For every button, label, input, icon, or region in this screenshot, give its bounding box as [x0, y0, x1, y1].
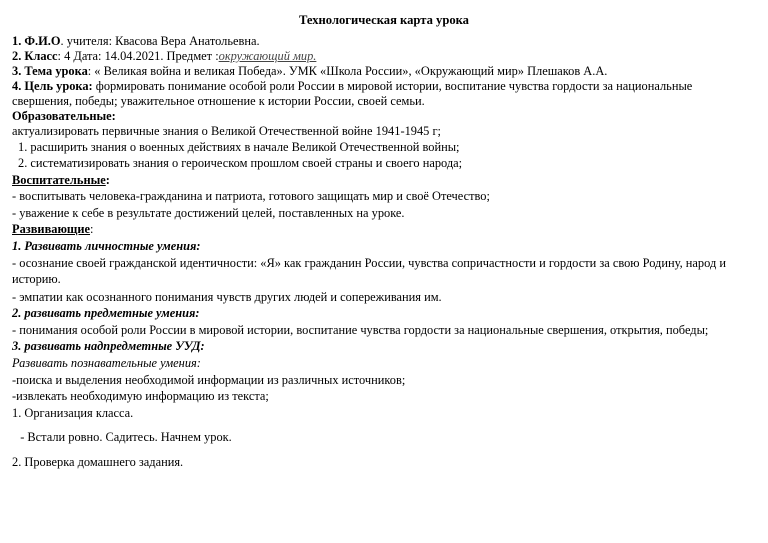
edu-intro: актуализировать первичные знания о Великой Отечественной войне 1941-1945 г; — [12, 124, 441, 138]
class-label: 2. Класс — [12, 49, 58, 63]
fio-label: 1. Ф.И.О — [12, 34, 61, 48]
topic-text: : « Великая война и великая Победа». УМК «Школа России», «Окружающий мир» Плешаков А.А. — [87, 64, 608, 78]
stage-2: 2. Проверка домашнего задания. — [12, 455, 184, 469]
vosp-item-2: - уважение к себе в результате достижений целей, поставленных на уроке. — [12, 206, 405, 220]
page-title: Технологическая карта урока — [299, 13, 469, 27]
razv-line-4: -поиска и выделения необходимой информации из различных источников; — [12, 373, 406, 387]
edu-heading: Образовательные: — [12, 109, 116, 123]
edu-item-1: 1. расширить знания о военных действиях в начале Великой Отечественной войны; — [18, 140, 460, 154]
topic-line — [12, 64, 758, 79]
stage-1: 1. Организация класса. — [12, 406, 134, 420]
razv-colon: : — [90, 222, 94, 236]
razv-line-5: -извлекать необходимую информацию из текста; — [12, 389, 269, 403]
vosp-item-1: - воспитывать человека-гражданина и патриота, готового защищать мир и своё Отечество; — [12, 189, 490, 203]
razv-line-1a: - осознание своей гражданской идентичности: «Я» как гражданин России, чувства сопричастности и гордости за свою Родину, народ и — [12, 256, 726, 270]
goal-line — [12, 79, 758, 94]
razv-subheading-3: 3. развивать надпредметные УУД: — [12, 339, 205, 353]
class-line — [12, 49, 758, 64]
razv-subheading-2: 2. развивать предметные умения: — [12, 306, 200, 320]
goal-text: формировать понимание особой роли России в мировой истории, воспитание чувства гордости за национальные — [92, 79, 693, 93]
razv-heading: Развивающие — [12, 222, 91, 236]
vosp-colon: : — [105, 173, 110, 187]
razv-line-2: - эмпатии как осознанного понимания чувств других людей и сопереживания им. — [12, 290, 442, 304]
subject-value: окружающий мир. — [218, 49, 317, 63]
razv-subheading-1: 1. Развивать личностные умения: — [12, 239, 201, 253]
vosp-heading-line — [12, 173, 758, 188]
razv-line-3: - понимания особой роли России в мировой истории, воспитание чувства гордости за национальные свершения, открытия, победы; — [12, 323, 709, 337]
goal-line-2: свершения, победы; уважительное отношение к истории России, своей семьи. — [12, 94, 425, 108]
fio-text: . учителя: Квасова Вера Анатольевна. — [60, 34, 260, 48]
fio-line — [12, 34, 758, 49]
edu-item-2: 2. систематизировать знания о героическом прошлом своей страны и своего народа; — [18, 156, 463, 170]
razv-heading-line — [12, 222, 758, 237]
razv-line-1b: историю. — [12, 272, 61, 286]
vosp-heading: Воспитательные — [12, 173, 106, 187]
topic-label: 3. Тема урока — [12, 64, 88, 78]
stage-1-sub: - Встали ровно. Садитесь. Начнем урок. — [14, 430, 232, 444]
razv-subheading-4: Развивать познавательные умения: — [12, 356, 201, 370]
goal-label: 4. Цель урока: — [12, 79, 93, 93]
class-text: : 4 Дата: 14.04.2021. Предмет : — [57, 49, 219, 63]
